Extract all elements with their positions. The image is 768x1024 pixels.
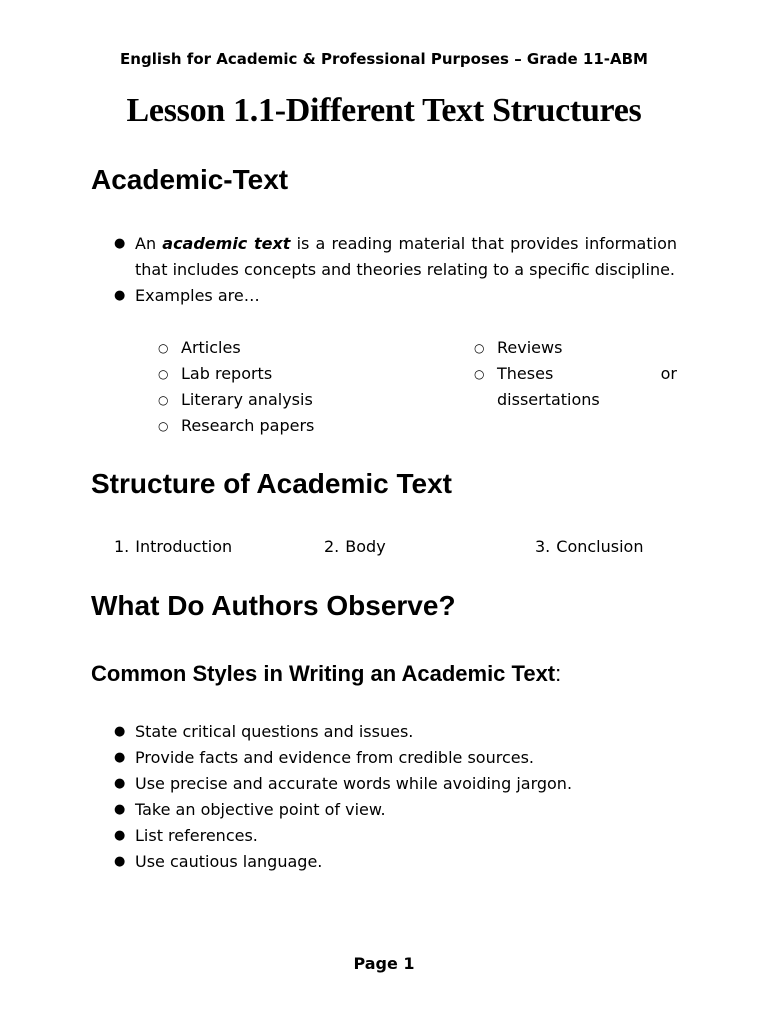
item-number: 1. [114,537,130,556]
list-item: ○ Research papers [158,413,418,439]
item-label: Introduction [135,537,233,556]
list-item: ● Use precise and accurate words while avoiding jargon. [114,771,677,797]
circle-bullet-icon: ○ [474,367,485,381]
list-item: ● Take an objective point of view. [114,797,677,823]
bullet-icon: ● [114,776,126,791]
definition-prefix: An [135,234,157,253]
item-label: Conclusion [556,537,644,556]
academic-text-bullets [114,231,677,309]
definition-bullet [114,231,677,283]
course-header: English for Academic & Professional Purposes – Grade 11-ABM [120,50,648,68]
circle-bullet-icon: ○ [474,341,485,355]
subheading-common-styles: Common Styles in Writing an Academic Text: [91,661,562,686]
list-item: ○ Lab reports [158,361,418,387]
structure-item-3 [535,534,643,560]
structure-item-2 [324,534,386,560]
heading-academic-text: Academic-Text [91,164,289,195]
bullet-icon: ● [114,724,126,739]
lesson-title: Lesson 1.1-Different Text Structures [126,92,642,129]
list-item: ● State critical questions and issues. [114,719,677,745]
structure-item-1 [114,534,232,560]
examples-right-list [474,335,677,413]
circle-bullet-icon: ○ [158,367,169,381]
circle-bullet-icon: ○ [158,341,169,355]
bullet-icon: ● [114,750,126,765]
list-item: ○ Theses or dissertations [474,361,677,413]
circle-bullet-icon: ○ [158,393,169,407]
list-item: ● Provide facts and evidence from credible sources. [114,745,677,771]
definition-rest: is a reading material that provides information that includes concepts and theories relating to a specific discipline. [135,234,677,279]
heading-structure: Structure of Academic Text [91,468,452,499]
page-number: Page 1 [353,954,415,973]
list-item: ○ Reviews [474,335,677,361]
circle-bullet-icon: ○ [158,419,169,433]
definition-keyword: academic text [162,234,291,253]
item-number: 2. [324,537,340,556]
bullet-icon: ● [114,854,126,869]
list-item: ○ Literary analysis [158,387,418,413]
bullet-icon: ● [114,288,126,303]
bullet-icon: ● [114,236,126,251]
list-item: ● Use cautious language. [114,849,677,875]
heading-authors-observe: What Do Authors Observe? [91,590,456,621]
examples-intro: Examples are… [135,286,260,305]
list-item: ● List references. [114,823,677,849]
list-item: ○ Articles [158,335,418,361]
item-label: Body [345,537,386,556]
item-number: 3. [535,537,551,556]
bullet-icon: ● [114,802,126,817]
examples-bullet [114,283,677,309]
examples-left-list [158,335,418,439]
styles-list [114,719,677,875]
definition-text [135,231,677,283]
bullet-icon: ● [114,828,126,843]
